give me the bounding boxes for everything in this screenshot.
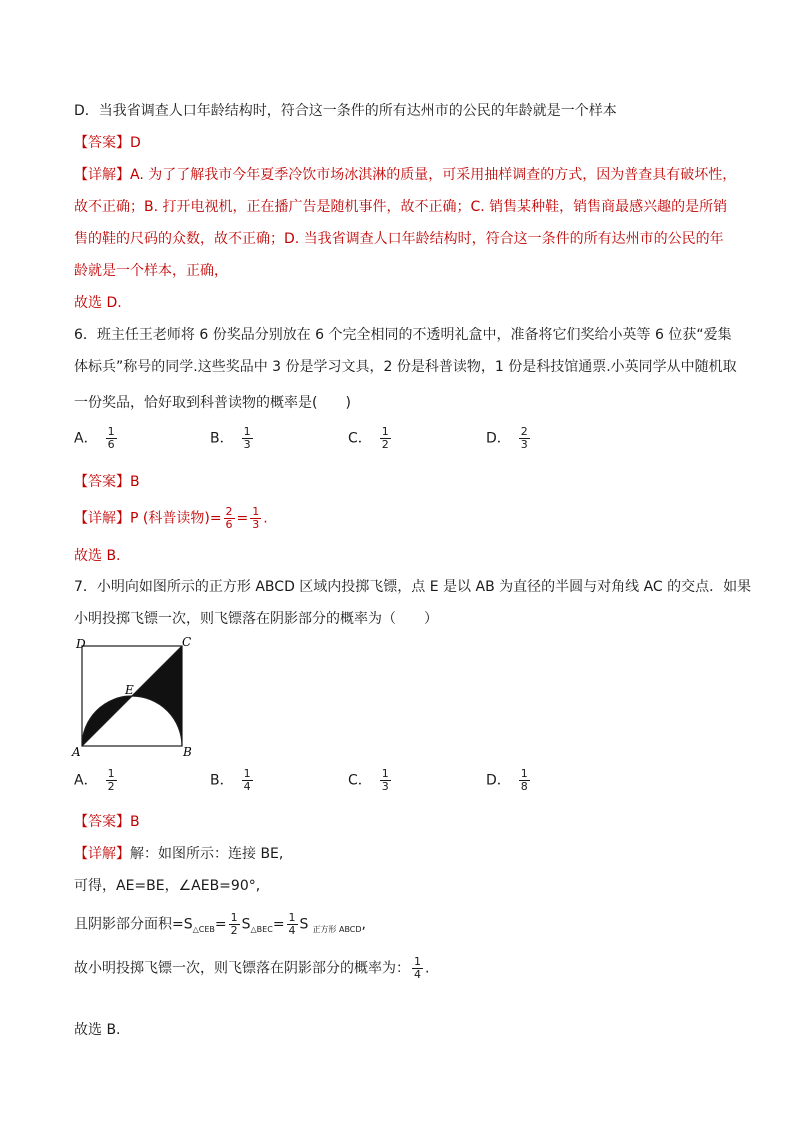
q7-answer-line [74, 812, 140, 832]
q6-stem-line: 体标兵”称号的同学.这些奖品中 3 份是学习文具，2 份是科普读物，1 份是科技馆通票.小英同学从中随机取 [74, 359, 737, 375]
q7-detail-line [74, 844, 283, 864]
detail-prefix: 故小明投掷飞镖一次，则飞镖落在阴影部分的概率为： [74, 960, 410, 977]
fraction: $\frac{2}{3}$ [520, 425, 528, 451]
q7-conclusion: 故选 B. [74, 1022, 121, 1038]
option-label: C． [348, 772, 372, 789]
conclusion: 故选 D. [74, 295, 122, 311]
q7-detail-line [74, 912, 366, 937]
area-symbol: S [299, 916, 309, 933]
comma: , [361, 916, 366, 933]
label-d: D [76, 637, 86, 651]
q7-option-d [486, 768, 532, 793]
q6-stem-line: 6．班主任王老师将 6 份奖品分别放在 6 个完全相同的不透明礼盒中，准备将它们奖给小英等 6 位获“爱集 [74, 327, 732, 343]
option-label: B． [210, 430, 234, 447]
q6-answer-line [74, 472, 140, 492]
answer-tag: 【答案】 [74, 814, 130, 830]
fraction: $\frac{1}{6}$ [107, 425, 115, 451]
option-label: B． [210, 772, 234, 789]
q6-stem-line: 一份奖品，恰好取到科普读物的概率是( ) [74, 395, 351, 411]
q7-option-c [348, 768, 393, 793]
fraction: $\frac{2}{6}$ [225, 505, 233, 531]
fraction: $\frac{1}{4}$ [414, 955, 421, 981]
q6-option-b [210, 426, 255, 451]
label-c: C [182, 635, 192, 649]
equals: = [214, 916, 227, 933]
fraction: $\frac{1}{4}$ [243, 767, 251, 793]
answer-value: D [130, 135, 141, 151]
answer-tag: 【答案】 [74, 135, 130, 151]
q6-option-c [348, 426, 393, 451]
detail-line: 龄就是一个样本，正确， [74, 263, 228, 279]
q6-conclusion: 故选 B. [74, 548, 121, 564]
q7-stem-line: 小明投掷飞镖一次，则飞镖落在阴影部分的概率为（ ） [74, 611, 438, 627]
q7-stem-line: 7．小明向如图所示的正方形 ABCD 区域内投掷飞镖，点 E 是以 AB 为直径的半圆与对角线 AC 的交点．如果 [74, 579, 752, 595]
q6-detail-line [74, 506, 268, 531]
subscript: △BEC [250, 924, 273, 934]
label-a: A [72, 745, 81, 759]
q7-option-a [74, 768, 119, 793]
detail-line [74, 165, 736, 185]
q7-detail-line [74, 956, 429, 981]
detail-line: 售的鞋的尺码的众数，故不正确；D. 当我省调查人口年龄结构时，符合这一条件的所有达州市的公民的年 [74, 231, 724, 247]
detail-tag: 【详解】 [74, 846, 130, 862]
fraction: $\frac{1}{3}$ [252, 505, 260, 531]
detail-line: 故不正确；B. 打开电视机，正在播广告是随机事件，故不正确；C. 销售某种鞋，销售商最感兴趣的是所销 [74, 199, 728, 215]
fraction: $\frac{1}{8}$ [520, 767, 528, 793]
q6-option-a [74, 426, 119, 451]
area-symbol: S [241, 916, 251, 933]
option-label: D． [486, 772, 511, 789]
period: . [425, 960, 430, 977]
detail-tag: 【详解】 [74, 510, 130, 527]
q7-detail-line: 可得，AE=BE，∠AEB=90°, [74, 878, 261, 894]
answer-tag: 【答案】 [74, 474, 130, 490]
detail-text: A. 为了了解我市今年夏季冷饮市场冰淇淋的质量，可采用抽样调查的方式，因为普查具有破坏性， [130, 167, 737, 183]
option-label: A． [74, 772, 98, 789]
answer-value: B [130, 814, 140, 830]
subscript: 正方形 ABCD [312, 924, 362, 934]
equals: = [272, 916, 285, 933]
label-e: E [125, 683, 134, 697]
label-b: B [183, 745, 192, 759]
q6-option-d [486, 426, 532, 451]
option-label: C． [348, 430, 372, 447]
detail-prefix: 且阴影部分面积=S [74, 916, 193, 933]
option-d-text: D．当我省调查人口年龄结构时，符合这一条件的所有达州市的公民的年龄就是一个样本 [74, 103, 617, 119]
square-figure [70, 634, 200, 760]
fraction: $\frac{1}{3}$ [243, 425, 251, 451]
answer-value: B [130, 474, 140, 490]
fraction: $\frac{1}{2}$ [230, 911, 238, 937]
detail-prefix: P (科普读物)= [130, 510, 222, 527]
q7-option-b [210, 768, 255, 793]
fraction: $\frac{1}{4}$ [288, 911, 296, 937]
fraction: $\frac{1}{2}$ [107, 767, 115, 793]
answer-line [74, 133, 141, 153]
subscript: △CEB [192, 924, 215, 934]
fraction: $\frac{1}{3}$ [381, 767, 389, 793]
fraction: $\frac{1}{2}$ [381, 425, 389, 451]
detail-text: 解：如图所示：连接 BE, [130, 846, 284, 862]
option-label: D． [486, 430, 511, 447]
option-label: A． [74, 430, 98, 447]
period: . [263, 510, 268, 527]
detail-tag: 【详解】 [74, 167, 130, 183]
equals: = [236, 510, 249, 527]
